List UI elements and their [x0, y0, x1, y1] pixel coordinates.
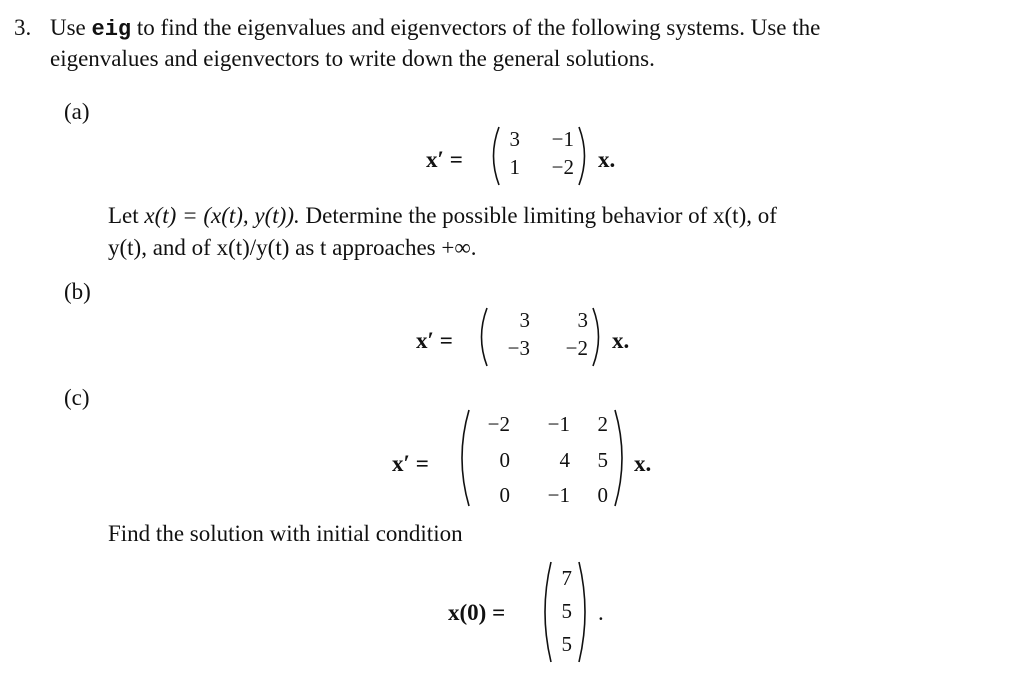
part-b-lhs: x′ = [416, 328, 453, 353]
part-a-m12: −1 [551, 127, 574, 151]
part-c-m31: 0 [499, 483, 510, 507]
eig-command: eig [91, 17, 132, 42]
part-c-m21: 0 [499, 448, 510, 472]
problem-number: 3. [14, 15, 32, 40]
part-a-lhs: x′ = [426, 147, 463, 172]
part-c-m23: 5 [597, 448, 608, 472]
part-b-label: (b) [64, 279, 91, 304]
initial-condition-lhs: x(0) = [448, 600, 506, 625]
part-b-m11: 3 [519, 308, 530, 332]
part-c-m22: 4 [559, 448, 570, 472]
part-a-label: (a) [64, 99, 90, 124]
part-c-instruction: Find the solution with initial condition [108, 521, 463, 546]
part-c-m11: −2 [487, 412, 510, 436]
ic-v2: 5 [561, 599, 572, 623]
part-b-right-paren [590, 306, 606, 368]
problem-line-1-pre: Use [50, 15, 92, 40]
part-b-left-paren [474, 306, 490, 368]
part-a-text-line-1 [108, 204, 777, 227]
part-c-m12: −1 [547, 412, 570, 436]
part-a-rhs: x. [598, 147, 616, 172]
ic-right-paren [576, 560, 592, 664]
part-a-right-paren [576, 125, 592, 187]
part-b-rhs: x. [612, 328, 630, 353]
part-c-label: (c) [64, 385, 90, 410]
part-c-m13: 2 [597, 412, 608, 436]
part-c-right-paren [612, 408, 630, 508]
part-b-m22: −2 [565, 336, 588, 360]
problem-line-1-post: to find the eigenvalues and eigenvectors of the following systems. Use the [131, 15, 821, 40]
ic-v3: 5 [561, 632, 572, 656]
part-a-m11: 3 [509, 127, 520, 151]
part-a-text-math: x(t) = (x(t), y(t)). [144, 203, 300, 228]
problem-line-1 [50, 16, 820, 41]
part-a-text-post: Determine the possible limiting behavior of x(t), of [299, 203, 777, 228]
problem-line-2: eigenvalues and eigenvectors to write down the general solutions. [50, 46, 655, 71]
part-b-m12: 3 [577, 308, 588, 332]
part-a-text-pre: Let [108, 203, 145, 228]
part-c-lhs: x′ = [392, 451, 429, 476]
part-a-text-line-2: y(t), and of x(t)/y(t) as t approaches +∞. [108, 235, 477, 260]
part-a-m22: −2 [551, 155, 574, 179]
ic-period: . [598, 600, 604, 625]
part-c-m33: 0 [597, 483, 608, 507]
part-b-m21: −3 [507, 336, 530, 360]
part-a-m21: 1 [509, 155, 520, 179]
part-c-m32: −1 [547, 483, 570, 507]
ic-v1: 7 [561, 566, 572, 590]
part-c-rhs: x. [634, 451, 652, 476]
